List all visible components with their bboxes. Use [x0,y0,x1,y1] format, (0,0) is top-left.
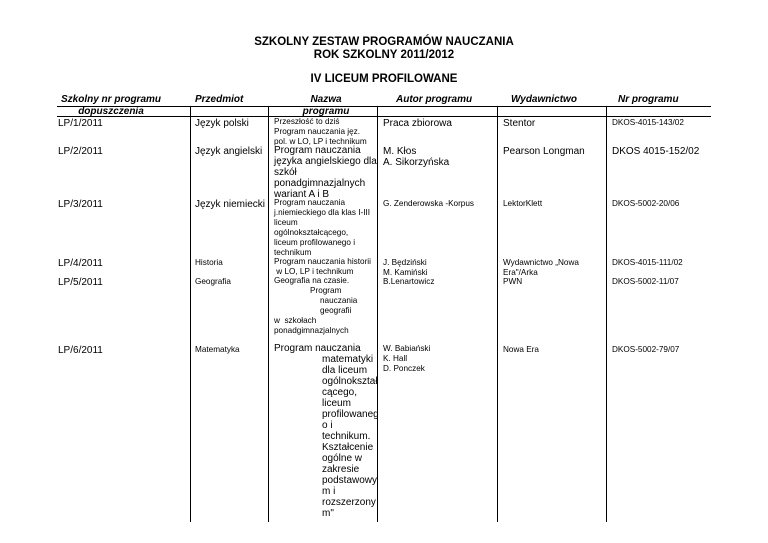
row-subject: Język polski [195,118,249,129]
row-publisher: LektorKlett [503,199,543,208]
row-number: LP/3/2011 [58,199,103,210]
row-program-name: Program nauczania historii w LO, LP i technikum [274,257,371,276]
row-author: B.Lenartowicz [383,277,435,286]
row-author: G. Zenderowska -Korpus [383,199,475,208]
row-program-name: Program nauczania j.niemieckiego dla klas I-III liceum ogólnokształcącego, liceum profilowanego i technikum [274,198,371,257]
row-author: M. Kłos A. Sikorzyńska [383,146,450,168]
row-number: LP/6/2011 [58,345,103,356]
row-subject: Matematyka [195,345,240,354]
column-divider [190,106,191,522]
row-program-name: Program nauczania matematyki dla liceum ogólnokształ cącego, liceum profilowaneg o i technikum. Kształcenie ogólne w zakresie podstawowy m i rozszerzony m" [274,343,379,519]
column-divider [268,106,269,522]
row-program-name: Geografia na czasie. Program nauczania geografii w szkołach ponadgimnazjalnych [274,276,358,335]
row-program-number: DKOS-5002-20/06 [612,199,680,208]
row-author: J. Będziński M. Kamiński [383,258,428,277]
row-program-number: DKOS-5002-79/07 [612,345,680,354]
row-program-name: Program nauczania języka angielskiego dla szkół ponadgimnazjalnych wariant A i B [274,145,377,200]
row-subject: Geografia [195,277,231,286]
column-divider [497,106,498,522]
row-author: W. Babiański K. Hall D. Ponczek [383,344,431,373]
header-school-program-number: Szkolny nr programu dopuszczenia [60,94,161,117]
row-number: LP/2/2011 [58,146,103,157]
header-subject: Przedmiot [195,94,244,105]
row-program-name: Przeszłość to dziś Program nauczania jęz. pol. w LO, LP i technikum [274,117,367,146]
header-author: Autor programu [396,94,473,105]
row-author: Praca zbiorowa [383,118,452,129]
row-publisher: Wydawnictwo „Nowa Era"/Arka [503,258,579,277]
header-program-number: Nr programu [618,94,679,105]
column-divider [606,106,607,522]
header-publisher: Wydawnictwo [511,94,577,105]
header-program-name: Nazwa programu [302,94,350,117]
row-number: LP/5/2011 [58,277,103,288]
header-top-rule [57,106,711,107]
document-title: SZKOLNY ZESTAW PROGRAMÓW NAUCZANIA [254,36,514,48]
row-program-number: DKOS-4015-111/02 [612,258,683,267]
header-bottom-rule [57,116,711,117]
row-subject: Język angielski [195,146,263,157]
row-publisher: Nowa Era [503,345,539,354]
row-program-number: DKOS-4015-143/02 [612,118,684,127]
row-program-number: DKOS 4015-152/02 [612,146,700,157]
row-publisher: Stentor [503,118,536,129]
row-program-number: DKOS-5002-11/07 [612,277,679,286]
row-subject: Historia [195,258,223,267]
school-name: IV LICEUM PROFILOWANE [310,73,458,85]
row-number: LP/1/2011 [58,118,103,129]
school-year: ROK SZKOLNY 2011/2012 [313,49,455,61]
row-publisher: Pearson Longman [503,146,585,157]
row-subject: Język niemiecki [195,199,266,210]
row-publisher: PWN [503,277,523,286]
row-number: LP/4/2011 [58,258,103,269]
